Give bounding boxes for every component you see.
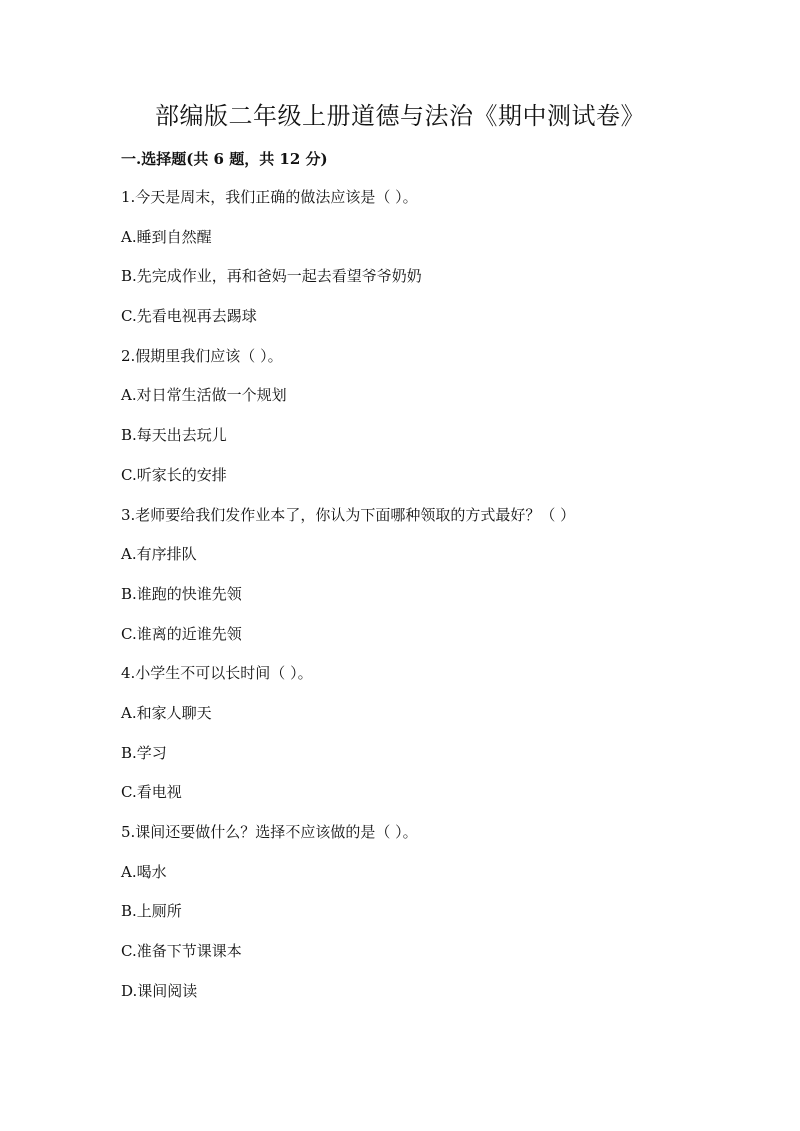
question-1 bbox=[121, 182, 760, 341]
question-stem: 1.今天是周末，我们正确的做法应该是（ ）。 bbox=[121, 188, 418, 206]
question-stem: 2.假期里我们应该（ ）。 bbox=[121, 346, 283, 365]
option-a: A.对日常生活做一个规划 bbox=[121, 386, 287, 405]
question-4 bbox=[121, 658, 760, 817]
option-c: C.准备下节课课本 bbox=[121, 942, 242, 961]
question-2 bbox=[121, 341, 760, 500]
option-c: C.看电视 bbox=[121, 783, 182, 802]
question-3 bbox=[121, 500, 760, 659]
section-heading: 一.选择题(共 6 题，共 12 分) bbox=[121, 150, 328, 168]
option-a: A.和家人聊天 bbox=[121, 703, 212, 722]
document-title: 部编版二年级上册道德与法治《期中测试卷》 bbox=[155, 102, 645, 130]
option-c: C.先看电视再去踢球 bbox=[121, 307, 257, 326]
question-list bbox=[121, 182, 760, 1015]
question-stem: 5.课间还要做什么？选择不应该做的是（ ）。 bbox=[121, 823, 418, 841]
option-c: C.谁离的近谁先领 bbox=[121, 624, 242, 643]
option-b: B.学习 bbox=[121, 743, 167, 762]
option-b: B.上厕所 bbox=[121, 902, 182, 921]
question-5 bbox=[121, 817, 760, 1015]
option-b: B.先完成作业，再和爸妈一起去看望爷爷奶奶 bbox=[121, 267, 422, 286]
option-b: B.谁跑的快谁先领 bbox=[121, 584, 242, 603]
question-stem: 4.小学生不可以长时间（ ）。 bbox=[121, 664, 313, 683]
option-b: B.每天出去玩儿 bbox=[121, 426, 227, 445]
option-a: A.睡到自然醒 bbox=[121, 227, 212, 246]
option-d: D.课间阅读 bbox=[121, 981, 198, 1000]
option-a: A.有序排队 bbox=[121, 545, 197, 564]
option-a: A.喝水 bbox=[121, 862, 167, 881]
question-stem: 3.老师要给我们发作业本了，你认为下面哪种领取的方式最好？（ ） bbox=[121, 505, 576, 524]
option-c: C.听家长的安排 bbox=[121, 465, 227, 484]
